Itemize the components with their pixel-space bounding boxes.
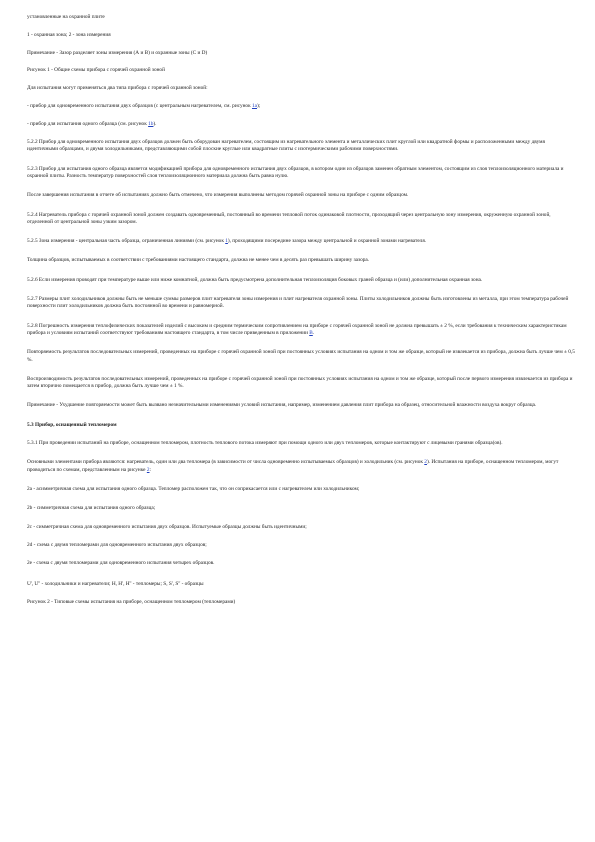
paragraph (27, 323, 575, 338)
paragraph (27, 67, 575, 74)
paragraph-text: 5.2.6 Если измерения проводят при температуре выше или ниже комнатной, должна быть предусмотрена дополнительная теплоизоляция боковых граней образца и (или) дополнительная охранная зона. (27, 276, 483, 283)
paragraph (27, 139, 575, 154)
paragraph (27, 296, 575, 311)
paragraph-text: Примечание - Зазор разделяет зоны измерения (А и В) и охранные зоны (С и D) (27, 49, 208, 56)
figure-reference-link[interactable]: 2 (424, 459, 427, 466)
paragraph-text: - прибор для испытания одного образца (см. рисунок (27, 120, 149, 127)
paragraph (27, 121, 575, 128)
paragraph-text: 5.2.8 Погрешность измерения теплофизических показателей изделий с высоким и средним термическим сопротивлением на приборе с горячей охранной зоной не должна превышать ± 2 %, если требования к техническим характеристикам прибора и условиям испытаний соответствуют требованиям настоящего стандарта, в том числе приведенным в приложении (27, 322, 567, 336)
paragraph-text: Толщина образцов, испытываемых в соответствии с требованиями настоящего стандарта, должна не менее чем в десять раз превышать ширину зазора. (27, 257, 370, 264)
paragraph-text: ); (256, 102, 261, 109)
paragraph-text: ), проходящими посередине зазора между центральной и охранной зонами нагревателя. (227, 238, 427, 245)
paragraph (27, 277, 575, 284)
paragraph-text: U', U'' - холодильники и нагреватели; H, H', H'' - тепломеры; S, S', S'' - образцы (27, 581, 204, 588)
paragraph-text: 5.2.2 Прибор для одновременного испытания двух образцов должен быть оборудован нагревателем, состоящим из нагревательного элемента и металлических плит круглой или квадратной формы и расположенными между двумя идентичными образцами, и двумя холодильниками, представляющими собой плоские круглые или квадратные плиты с изотермическими рабочими поверхностями. (27, 139, 545, 153)
paragraph-text: 1 - охранная зона; 2 - зона измерения (27, 31, 111, 38)
paragraph-text: Воспроизводимость результатов последовательных измерений, проведенных на приборе с горячей охранной зоной при постоянных условиях испытания на одном и том же образце, который после первого измерения извлекается из прибора и затем вторично помещается в прибор, должна быть лучше чем ± 1 %. (27, 375, 573, 390)
figure-reference-link[interactable]: 1а (251, 102, 257, 109)
paragraph-text: 2е - схема с двумя тепломерами для одновременного испытания четырех образцов. (27, 560, 215, 567)
paragraph-text: Основными элементами прибора являются: нагреватель, один или два тепломера (в зависимости от числа одновременно испытываемых образцов) и холодильник (см. рисунок (27, 459, 425, 466)
paragraph (27, 486, 575, 493)
paragraph (27, 103, 575, 110)
paragraph (27, 50, 575, 57)
paragraph (27, 376, 575, 391)
paragraph-text: Для испытания могут применяться два типа прибора с горячей охранной зоной: (27, 85, 208, 92)
paragraph-text: ). Испытания на приборе, оснащенном тепломером, могут проводиться по схемам, представленным на рисунке (27, 459, 559, 473)
paragraph (27, 542, 575, 549)
paragraph-text: Рисунок 1 - Общие схемы прибора с горячей охранной зоной (27, 67, 165, 74)
paragraph-text: ). (153, 120, 157, 127)
paragraph-text: Рисунок 2 - Типовые схемы испытания на приборе, оснащенном тепломером (тепломерами) (27, 599, 236, 606)
paragraph (27, 14, 575, 21)
paragraph-text: 5.3 Прибор, оснащенный тепломером (27, 421, 117, 428)
figure-reference-link[interactable]: 2 (146, 466, 150, 473)
paragraph-text: 5.2.4 Нагреватель прибора с горячей охранной зоной должен создавать одновременный, постоянный во времени тепловой поток одинаковой плотности, проходящий через центральную зону измерения, окруженную охранной зоной, отделенной от центральной зоны узким зазором. (27, 211, 551, 225)
paragraph (27, 166, 575, 181)
document-page (27, 14, 575, 617)
paragraph (27, 238, 575, 245)
paragraph-text: 2а - асимметричная схема для испытания одного образца. Тепломер расположен так, что он соприкасается или с нагревателем или холодильником; (27, 485, 360, 492)
paragraph (27, 440, 575, 447)
figure-reference-link[interactable]: 1b (148, 120, 154, 127)
paragraph-text: После завершения испытания в отчете об испытаниях должно быть отмечено, что измерения выполнены методом горячей охранной зоны на приборе с одним образцом. (27, 192, 409, 199)
paragraph-text: Примечание - Ухудшение повторяемости может быть вызвано незначительными изменениями условий испытания, например, изменением давления плит прибора на образец, относительной влажности воздуха вокруг образца. (27, 402, 537, 409)
paragraph-text: : (149, 466, 151, 473)
paragraph (27, 581, 575, 588)
paragraph-text: 5.2.3 Прибор для испытания одного образца является модификацией прибора для одновременного испытания двух образцов, в котором один из образцов заменен обратным элементом, состоящим из слоя теплоизоляционного материала и охранной плиты. Разность температур поверхностей слоя теплоизоляционного материала должна быть равна нулю. (27, 165, 564, 179)
paragraph (27, 599, 575, 606)
paragraph (27, 349, 575, 364)
paragraph-text: установленные на охранной плите (27, 14, 105, 20)
paragraph (27, 192, 575, 199)
paragraph-text: Повторяемость результатов последовательных измерений, проведенных на приборе с горячей охранной зоной при постоянных условиях испытания на одном и том же образце, который не извлекается из прибора, должна быть лучше чем ± 0,5 %. (27, 349, 575, 363)
section-heading (27, 422, 575, 429)
paragraph (27, 32, 575, 39)
paragraph-text: 5.2.7 Размеры плит холодильников должны быть не меньше суммы размеров плит нагревателя зоны измерения и плит нагревателя охранной зоны. Плиты холодильников должны быть изготовлены из металла, при этом температура рабочей поверхности плит холодильников должна быть постоянной во времени и равномерной. (27, 296, 569, 310)
paragraph-text: - прибор для одновременного испытания двух образцов (с центральным нагревателем, см. рисунок (27, 102, 252, 109)
paragraph (27, 85, 575, 92)
paragraph-text: 5.3.1 При проведении испытаний на приборе, оснащенном тепломером, плотность теплового потока измеряют при помощи одного или двух тепломеров, которые контактируют с лицевыми гранями образца(ов). (27, 440, 503, 447)
paragraph-text: 2d - схема с двумя тепломерами для одновременного испытания двух образцов; (27, 541, 207, 548)
paragraph-text: 5.2.5 Зона измерения - центральная часть образца, ограниченная линиями (см. рисунок (27, 238, 226, 245)
paragraph (27, 459, 575, 474)
figure-reference-link[interactable]: 1 (225, 238, 228, 245)
paragraph (27, 524, 575, 531)
paragraph-text: 2b - симметричная схема для испытания одного образца; (27, 505, 156, 512)
paragraph (27, 257, 575, 264)
paragraph (27, 560, 575, 567)
paragraph-text: . (312, 329, 315, 336)
figure-reference-link[interactable]: В (309, 329, 313, 336)
paragraph (27, 402, 575, 409)
paragraph (27, 212, 575, 227)
paragraph-text: 2с - симметричная схема для одновременного испытания двух образцов. Испытуемые образцы должны быть идентичными; (27, 523, 307, 530)
paragraph (27, 505, 575, 512)
